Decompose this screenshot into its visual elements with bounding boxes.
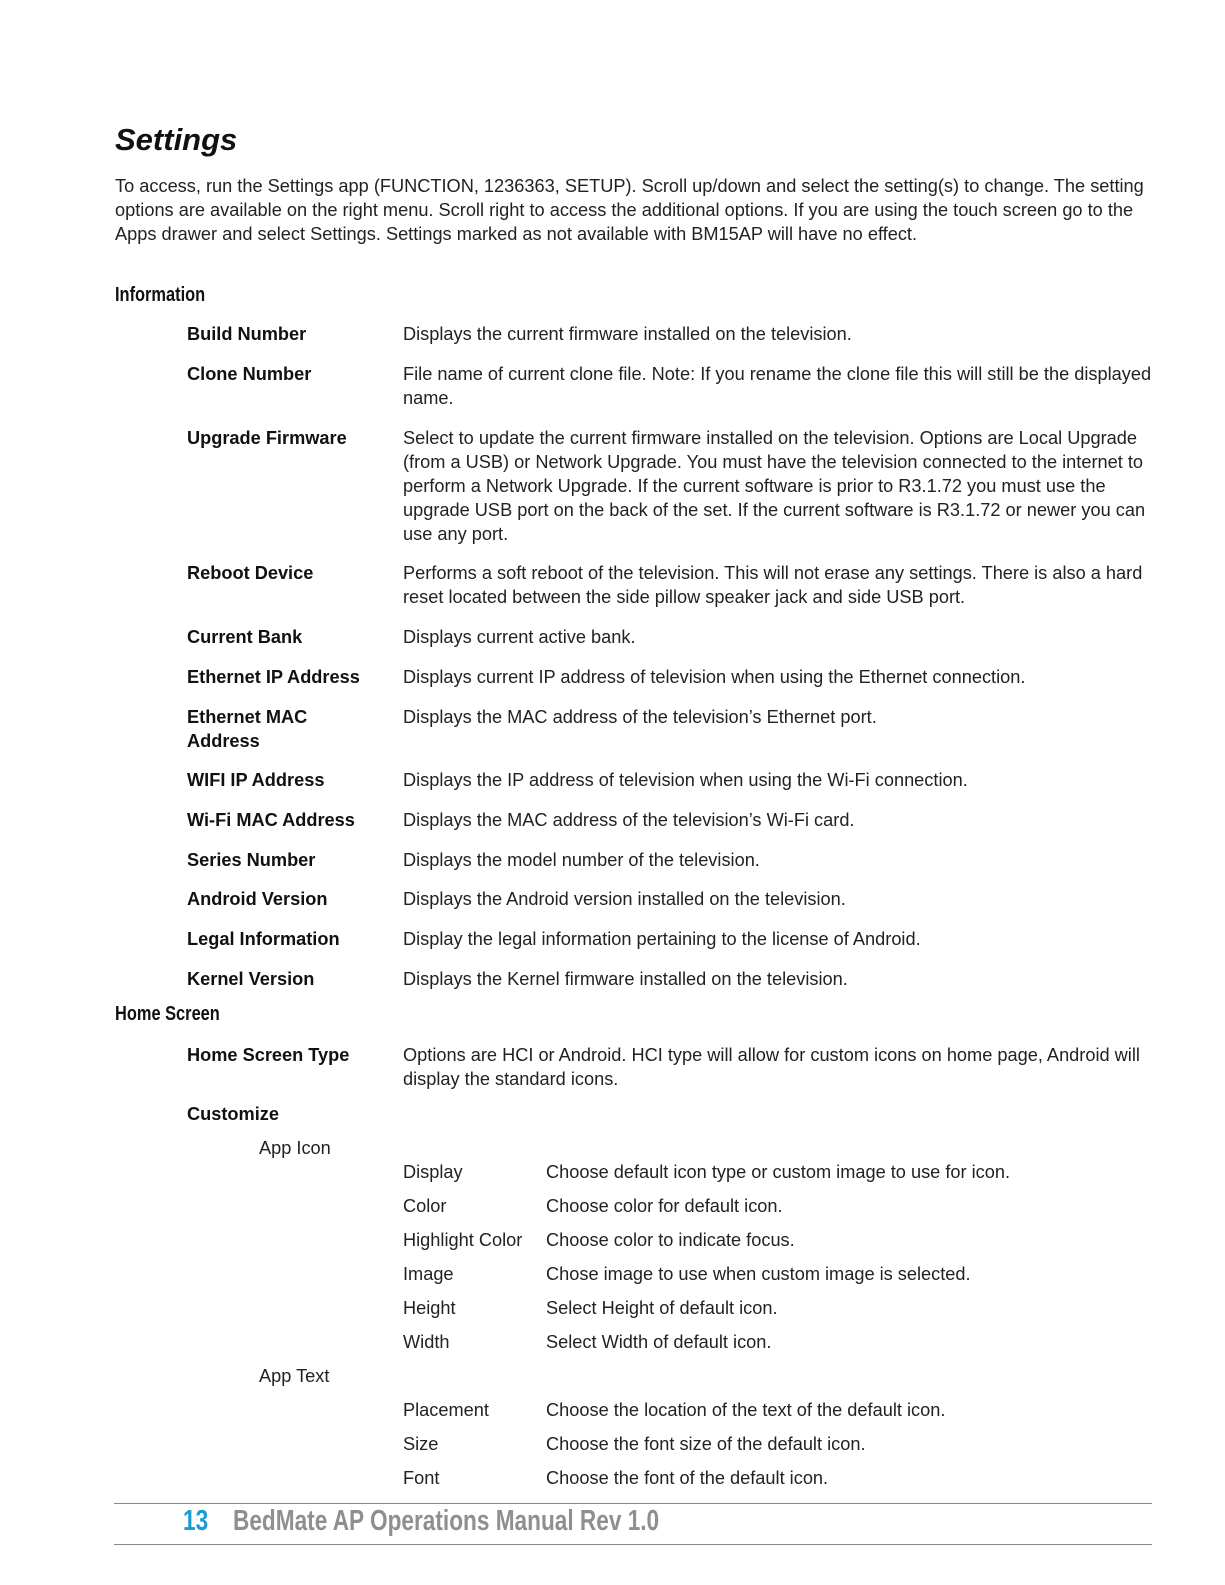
entry-desc: Displays the current firmware installed on the television. (403, 324, 852, 344)
option-name: Color (403, 1196, 447, 1216)
option-desc: Choose the font size of the default icon. (546, 1434, 866, 1454)
intro-paragraph: To access, run the Settings app (FUNCTION, 1236363, SETUP). Scroll up/down and select the setting(s) to change. The setting options are available on the right menu. Scroll right to access the additional options. If you are using the touch screen go to the Apps drawer and select Settings. Settings marked as not available with BM15AP will have no effect. (115, 176, 1144, 244)
entry-desc: File name of current clone file. Note: If you rename the clone file this will still be the displayed name. (403, 364, 1152, 408)
option-desc: Select Width of default icon. (546, 1332, 772, 1352)
entry-desc: Display the legal information pertaining to the license of Android. (403, 929, 921, 949)
option-name: Placement (403, 1400, 489, 1420)
option-desc: Choose the location of the text of the default icon. (546, 1400, 946, 1420)
option-name: Width (403, 1332, 450, 1352)
entry-term: Series Number (187, 850, 316, 870)
entry-term: Wi-Fi MAC Address (187, 810, 355, 830)
entry-term: WIFI IP Address (187, 770, 325, 790)
entry-desc: Displays current active bank. (403, 627, 636, 647)
entry-term: Legal Information (187, 929, 340, 949)
entry-desc: Displays the Kernel firmware installed on the television. (403, 969, 848, 989)
entry-term: Home Screen Type (187, 1045, 350, 1065)
entry-term: Kernel Version (187, 969, 315, 989)
entry-desc: Displays the Android version installed on the television. (403, 889, 846, 909)
entry-term: Customize (187, 1104, 279, 1124)
option-desc: Chose image to use when custom image is selected. (546, 1264, 971, 1284)
entry-term: Android Version (187, 889, 328, 909)
entry-desc: Select to update the current firmware installed on the television. Options are Local Upgrade (from a USB) or Network Upgrade. You must have the television connected to the internet to perform a Network Upgrade. If the current software is prior to R3.1.72 you must use the upgrade USB port on the back of the set. If the current software is R3.1.72 or newer you can use any port. (403, 428, 1146, 544)
option-name: Image (403, 1264, 454, 1284)
option-name: Display (403, 1162, 463, 1182)
option-name: Font (403, 1468, 440, 1488)
option-desc: Select Height of default icon. (546, 1298, 778, 1318)
option-name: Highlight Color (403, 1230, 523, 1250)
option-desc: Choose color to indicate focus. (546, 1230, 795, 1250)
footer-bottom-rule (114, 1544, 1152, 1545)
option-desc: Choose the font of the default icon. (546, 1468, 829, 1488)
entry-desc: Displays current IP address of television when using the Ethernet connection. (403, 667, 1026, 687)
entry-desc: Displays the MAC address of the television’s Wi-Fi card. (403, 810, 855, 830)
entry-term: Reboot Device (187, 563, 314, 583)
footer-page-number: 13 (183, 1505, 209, 1537)
footer-top-rule (114, 1503, 1152, 1504)
entry-desc: Displays the model number of the television. (403, 850, 760, 870)
option-desc: Choose color for default icon. (546, 1196, 783, 1216)
section-heading-home-screen: Home Screen (115, 1003, 220, 1025)
entry-term: Ethernet IP Address (187, 667, 360, 687)
entry-term: Build Number (187, 324, 307, 344)
entry-desc: Displays the IP address of television when using the Wi-Fi connection. (403, 770, 968, 790)
option-name: Height (403, 1298, 456, 1318)
sub-group-app-icon: App Icon (259, 1138, 331, 1158)
section-heading-information: Information (115, 284, 206, 306)
entry-term: Current Bank (187, 627, 303, 647)
entry-term: Upgrade Firmware (187, 428, 347, 448)
entry-desc: Performs a soft reboot of the television. This will not erase any settings. There is also a hard reset located between the side pillow speaker jack and side USB port. (403, 563, 1143, 607)
page-title: Settings (115, 122, 238, 157)
sub-group-app-text: App Text (259, 1366, 330, 1386)
footer-document-title: BedMate AP Operations Manual Rev 1.0 (233, 1505, 660, 1537)
option-desc: Choose default icon type or custom image to use for icon. (546, 1162, 1011, 1182)
entry-desc: Displays the MAC address of the television’s Ethernet port. (403, 707, 877, 727)
entry-term: Clone Number (187, 364, 312, 384)
entry-desc: Options are HCI or Android. HCI type will allow for custom icons on home page, Android will display the standard icons. (403, 1045, 1140, 1089)
entry-term: Ethernet MAC Address (187, 707, 308, 751)
option-name: Size (403, 1434, 439, 1454)
